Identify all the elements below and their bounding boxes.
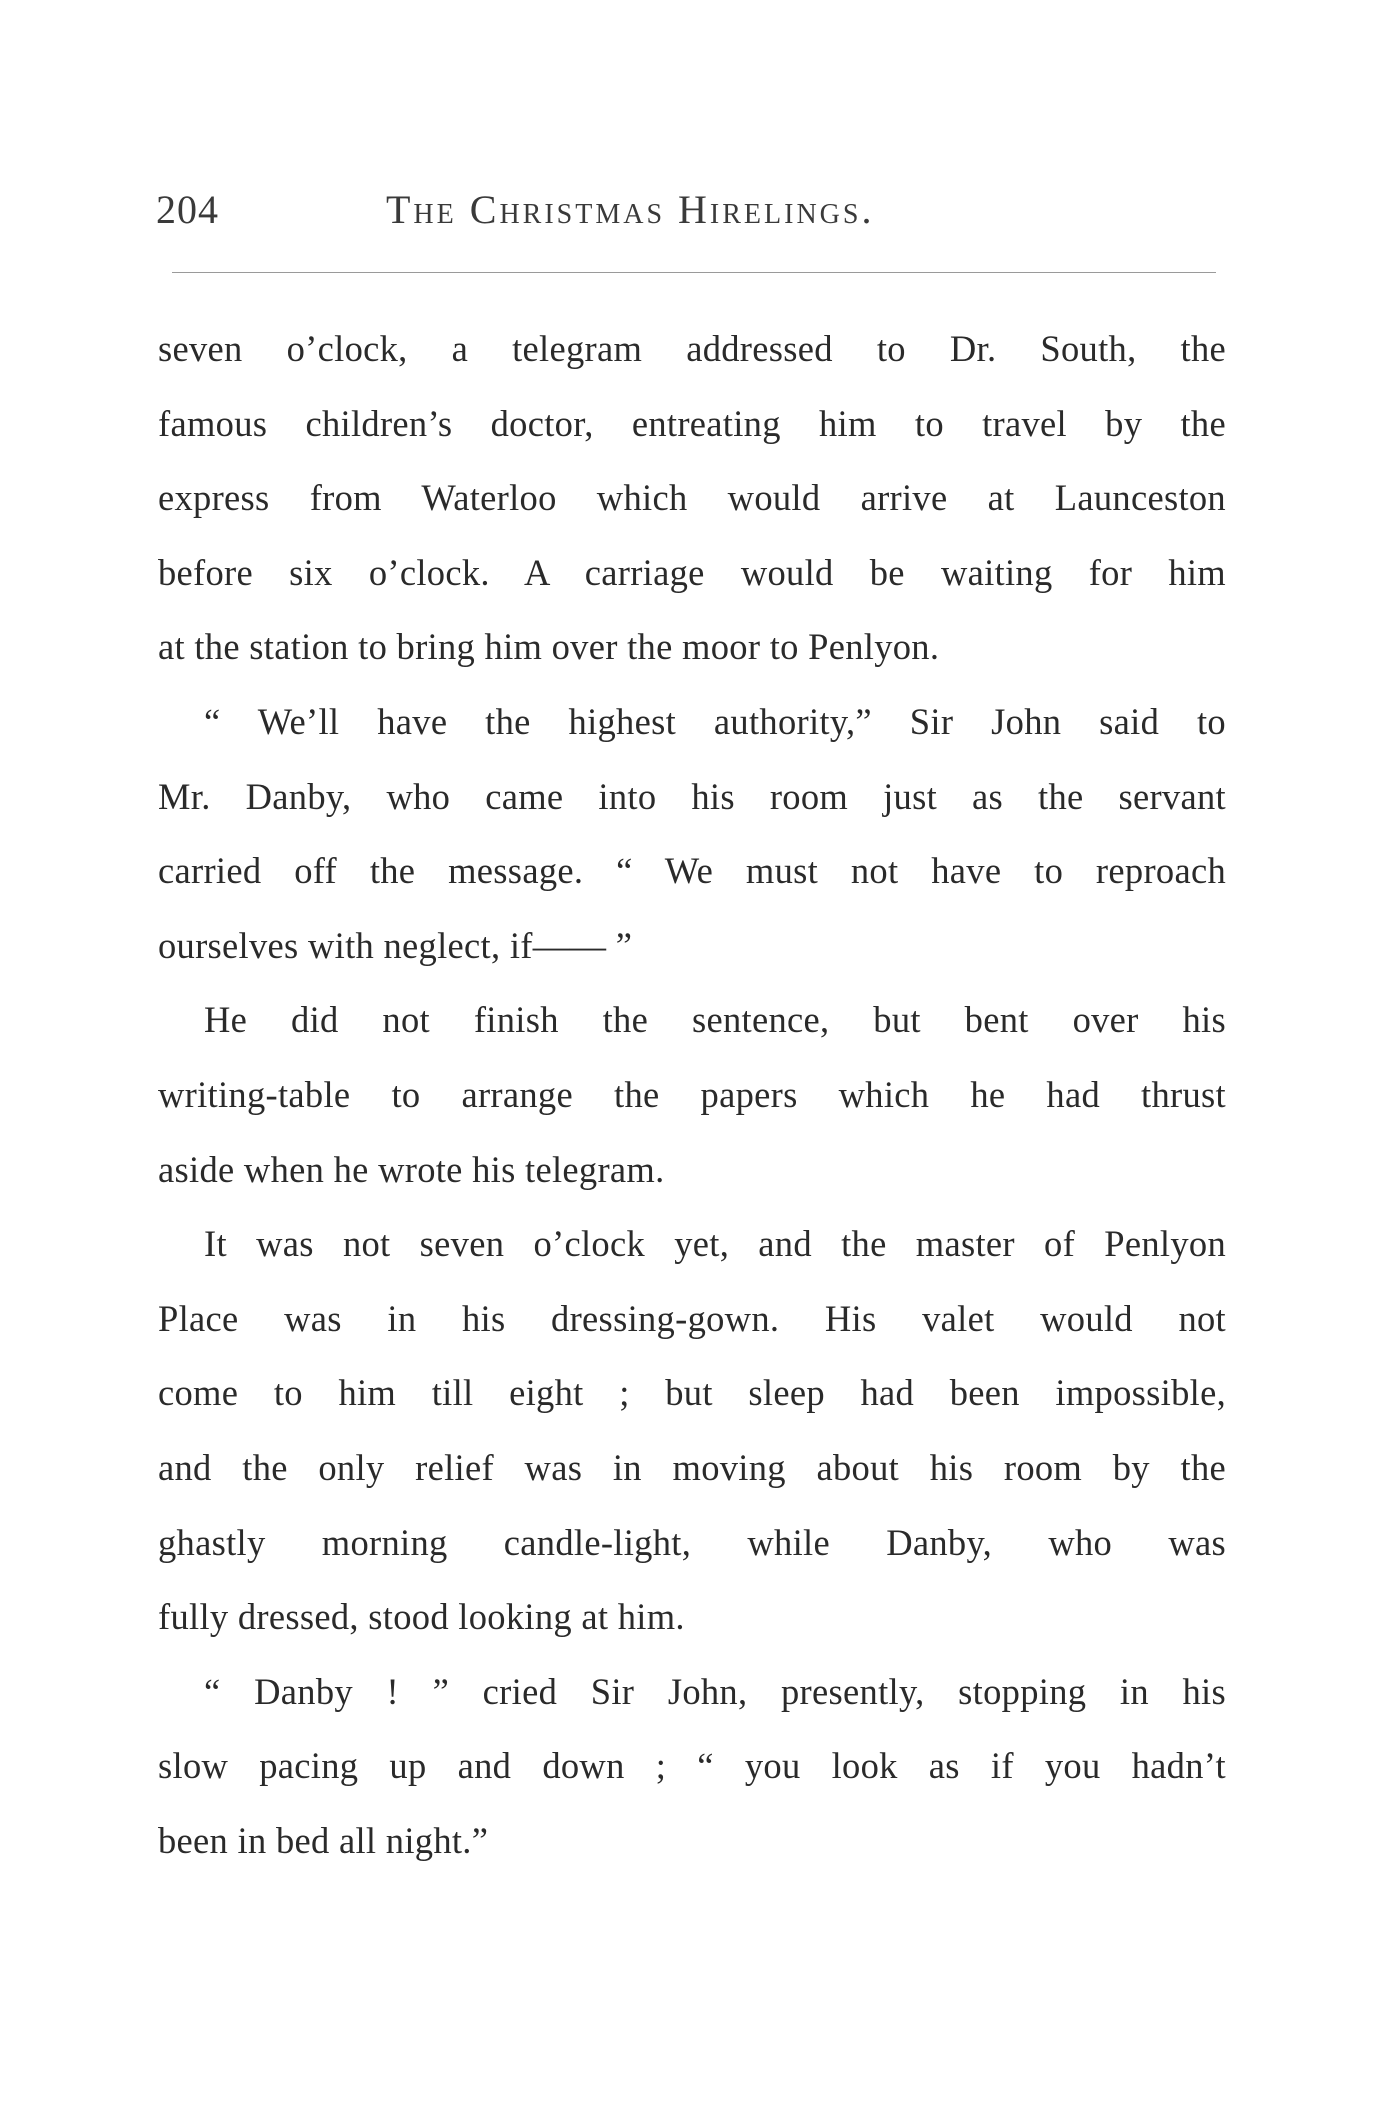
running-title: The Christmas Hirelings.	[386, 187, 875, 232]
text-line: carried off the message. “ We must not have to reproach	[158, 850, 1226, 892]
text-line: aside when he wrote his telegram.	[158, 1148, 665, 1190]
text-line: “ Danby ! ” cried Sir John, presently, stopping in his	[204, 1670, 1226, 1712]
text-line: at the station to bring him over the moor to Penlyon.	[158, 626, 940, 668]
text-line: express from Waterloo which would arrive at Launceston	[158, 477, 1226, 519]
running-head	[156, 186, 1216, 246]
text-line: slow pacing up and down ; “ you look as if you hadn’t	[158, 1745, 1226, 1787]
text-line: writing-table to arrange the papers which he had thrust	[158, 1073, 1226, 1115]
header-rule	[172, 272, 1216, 273]
text-line: Place was in his dressing-gown. His valet would not	[158, 1297, 1226, 1339]
text-line: famous children’s doctor, entreating him to travel by the	[158, 402, 1226, 444]
text-line: Mr. Danby, who came into his room just as the servant	[158, 775, 1226, 817]
text-line: seven o’clock, a telegram addressed to Dr. South, the	[158, 328, 1226, 369]
text-line: before six o’clock. A carriage would be waiting for him	[158, 551, 1226, 593]
text-line: ghastly morning candle-light, while Danby, who was	[158, 1521, 1226, 1563]
text-line: He did not finish the sentence, but bent over his	[204, 999, 1226, 1041]
text-line: “ We’ll have the highest authority,” Sir John said to	[204, 700, 1226, 742]
text-line: It was not seven o’clock yet, and the master of Penlyon	[204, 1223, 1226, 1265]
text-line: and the only relief was in moving about his room by the	[158, 1446, 1226, 1488]
body-text	[158, 312, 1226, 1878]
text-line: been in bed all night.”	[158, 1819, 489, 1861]
text-line: fully dressed, stood looking at him.	[158, 1596, 685, 1638]
text-line: ourselves with neglect, if—— ”	[158, 924, 633, 966]
page-number: 204	[156, 187, 219, 232]
text-line: come to him till eight ; but sleep had been impossible,	[158, 1372, 1226, 1414]
